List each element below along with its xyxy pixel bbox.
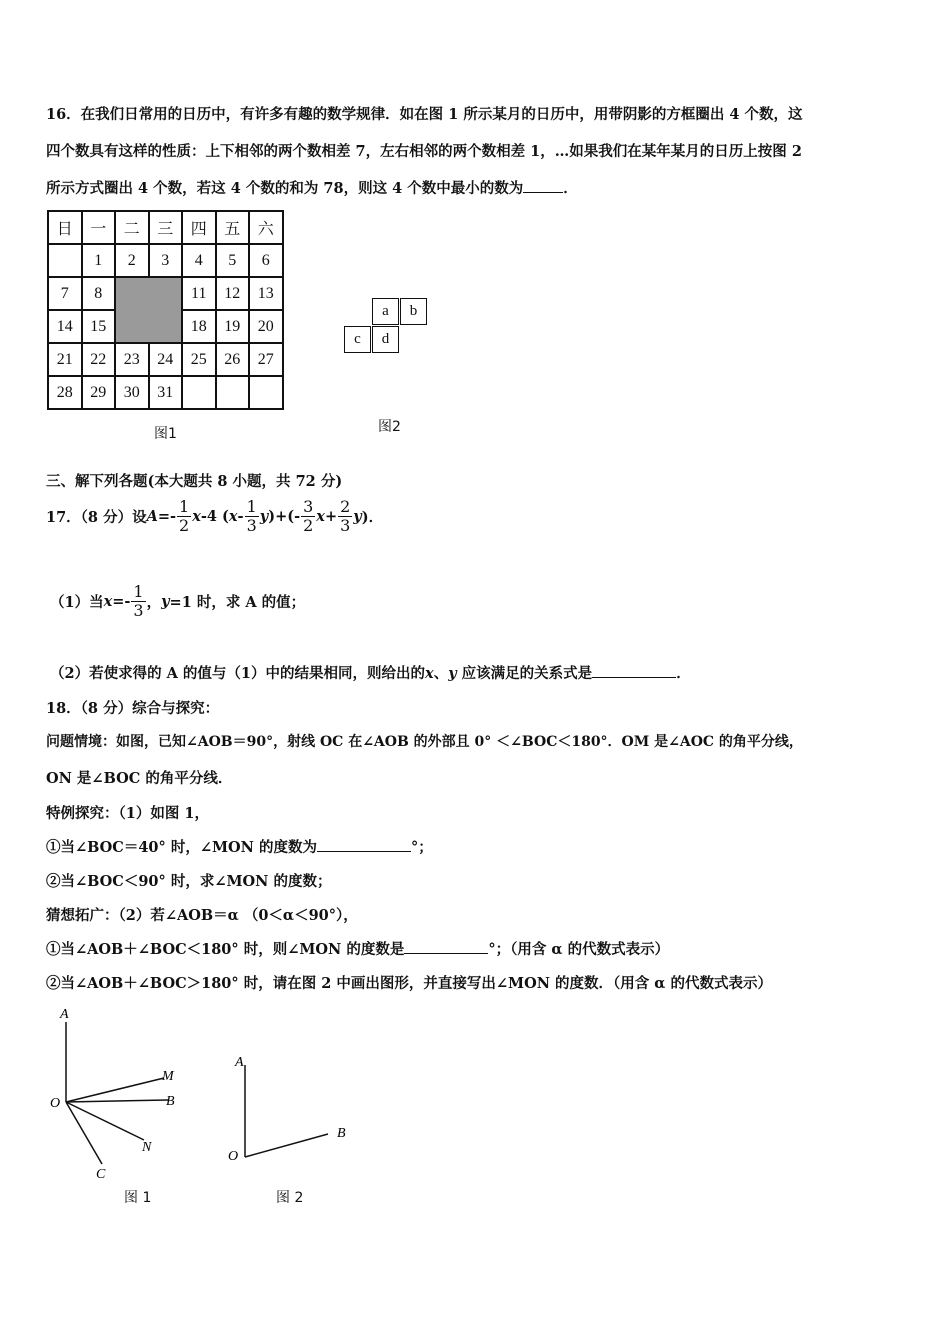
var-y: y	[353, 507, 362, 525]
q17-part1-text: （1）当	[50, 593, 104, 611]
q18-item1	[46, 836, 433, 857]
calendar-cell: 29	[82, 376, 116, 409]
calendar-cell: 30	[115, 376, 149, 409]
label-A: A	[60, 1007, 69, 1022]
answer-blank-18a[interactable]	[317, 839, 411, 852]
calendar-row	[48, 376, 283, 409]
calendar-row	[48, 244, 283, 277]
calendar-row	[48, 343, 283, 376]
grid-cell-c: c	[344, 326, 371, 353]
calendar-cell	[249, 376, 283, 409]
grid-cell-d: d	[372, 326, 399, 353]
fig2-caption: 图2	[378, 419, 401, 435]
q17-part2	[50, 662, 691, 683]
q18-conjecture: 猜想拓广：（2）若∠AOB＝α （0＜α＜90°），	[46, 907, 358, 924]
calendar-cell: 1	[82, 244, 116, 277]
q17-part2-text: （2）若使求得的 A 的值与（1）中的结果相同，则给出的	[50, 665, 426, 682]
calendar-cell: 14	[48, 310, 82, 343]
calendar-header-row	[48, 211, 283, 244]
calendar-cell: 28	[48, 376, 82, 409]
calendar-cell: 15	[82, 310, 116, 343]
fraction: $\frac{1}{3}$	[133, 581, 144, 620]
calendar-header: 二	[115, 211, 149, 244]
q17-part1	[50, 577, 305, 625]
q18-item4: ②当∠AOB＋∠BOC＞180° 时，请在图 2 中画出图形，并直接写出∠MON 的度数．（用含 α 的代数式表示）	[46, 975, 773, 992]
q17-prefix: 17．（8 分）设	[46, 508, 147, 526]
calendar-cell: 22	[82, 343, 116, 376]
q17-part2-text: 、	[433, 665, 449, 682]
q17-expression	[46, 492, 383, 540]
q16-line1: 16．在我们日常用的日历中，有许多有趣的数学规律．如在图 1 所示某月的日历中，用带阴影的方框圈出 4 个数，这	[46, 106, 803, 123]
q18-title: 18．（8 分）综合与探究：	[46, 700, 220, 717]
grid-cell-a: a	[372, 298, 399, 325]
calendar-cell: 23	[115, 343, 149, 376]
var-y: y	[259, 507, 269, 525]
var-x: x	[192, 507, 201, 525]
calendar-cell: 21	[48, 343, 82, 376]
calendar-header: 六	[249, 211, 283, 244]
calendar-cell: 13	[249, 277, 283, 310]
calendar-header: 三	[149, 211, 183, 244]
label-O: O	[228, 1149, 239, 1164]
q18-item3-end: °；（用含 α 的代数式表示）	[488, 941, 670, 958]
calendar-row	[48, 277, 283, 310]
fraction: $\frac{1}{2}$	[179, 496, 190, 535]
q16-line3-end: ．	[563, 180, 578, 197]
q17-part2-text: 应该满足的关系式是	[456, 665, 593, 682]
angle-fig1-caption: 图 1	[124, 1190, 152, 1206]
calendar-cell: 4	[182, 244, 216, 277]
angle-figure-2	[220, 1045, 370, 1175]
q18-item3	[46, 938, 669, 959]
calendar-cell: 5	[216, 244, 250, 277]
label-O: O	[50, 1096, 61, 1111]
q18-context-line2: ON 是∠BOC 的角平分线．	[46, 770, 233, 787]
calendar-header: 五	[216, 211, 250, 244]
calendar-cell: 18	[182, 310, 216, 343]
calendar-cell: 25	[182, 343, 216, 376]
ray-OB	[66, 1100, 168, 1102]
q18-item1-text: ①当∠BOC＝40° 时，∠MON 的度数为	[46, 839, 317, 856]
calendar-header: 日	[48, 211, 82, 244]
calendar-cell: 8	[82, 277, 116, 310]
angle-figure-1	[40, 1000, 220, 1210]
q17-part1-text: =-	[112, 592, 131, 610]
calendar-cell: 26	[216, 343, 250, 376]
var-x: x	[316, 507, 325, 525]
fig1-caption: 图1	[154, 426, 177, 442]
q17-part2-end: ．	[676, 665, 691, 682]
label-N: N	[142, 1140, 152, 1155]
calendar-cell: 24	[149, 343, 183, 376]
calendar-cell: 6	[249, 244, 283, 277]
q17-term: -4 (	[200, 507, 229, 525]
var-y: y	[161, 592, 170, 610]
calendar-cell: 2	[115, 244, 149, 277]
calendar-cell: 31	[149, 376, 183, 409]
fraction: $\frac{2}{3}$	[340, 496, 351, 535]
fraction: $\frac{1}{3}$	[246, 496, 257, 535]
answer-blank-16[interactable]	[523, 180, 563, 193]
label-B: B	[166, 1094, 175, 1109]
q17-term: +	[324, 507, 338, 525]
calendar-cell	[48, 244, 82, 277]
label-M: M	[162, 1069, 174, 1084]
q17-part1-text: ，	[146, 593, 162, 611]
grid-cell-b: b	[400, 298, 427, 325]
var-x: x	[103, 592, 113, 610]
var-A: A	[146, 507, 158, 525]
q16-line2: 四个数具有这样的性质：上下相邻的两个数相差 7，左右相邻的两个数相差 1，…如果我们在某年某月的日历上按图 2	[46, 143, 802, 160]
calendar-cell: 19	[216, 310, 250, 343]
q18-special-case: 特例探究：（1）如图 1，	[46, 805, 209, 822]
label-C: C	[96, 1167, 106, 1182]
fraction: $\frac{3}{2}$	[303, 496, 314, 535]
calendar-cell: 3	[149, 244, 183, 277]
angle-fig2-caption: 图 2	[276, 1190, 304, 1206]
q17-part1-text: =1 时，求 A 的值；	[169, 593, 306, 611]
q18-item3-text: ①当∠AOB＋∠BOC＜180° 时，则∠MON 的度数是	[46, 941, 405, 958]
calendar-header: 四	[182, 211, 216, 244]
q16-line3	[46, 177, 578, 198]
answer-blank-18b[interactable]	[404, 941, 488, 954]
calendar-cell	[182, 376, 216, 409]
calendar-header: 一	[82, 211, 116, 244]
label-B: B	[337, 1126, 346, 1141]
calendar-cell: 12	[216, 277, 250, 310]
ray-OB	[245, 1134, 328, 1157]
q18-item2: ②当∠BOC＜90° 时，求∠MON 的度数；	[46, 873, 332, 890]
answer-blank-17[interactable]	[592, 665, 676, 678]
calendar-cell	[216, 376, 250, 409]
q18-context-line1: 问题情境：如图，已知∠AOB＝90°，射线 OC 在∠AOB 的外部且 0° ＜∠BOC＜180°．OM 是∠AOC 的角平分线，	[46, 734, 803, 750]
section-title: 三、解下列各题(本大题共 8 小题，共 72 分)	[46, 473, 343, 490]
calendar-cell: 11	[182, 277, 216, 310]
shaded-box	[115, 277, 182, 343]
ray-OM	[66, 1078, 164, 1102]
calendar-cell: 20	[249, 310, 283, 343]
q17-term: -	[237, 507, 244, 525]
q16-line3-text: 所示方式圈出 4 个数，若这 4 个数的和为 78，则这 4 个数中最小的数为	[46, 180, 524, 197]
calendar-cell: 27	[249, 343, 283, 376]
q17-term: )+(-	[268, 507, 301, 525]
q17-term: )．	[361, 508, 384, 526]
calendar-table	[47, 210, 284, 410]
var-x: x	[228, 507, 238, 525]
var-y: y	[448, 665, 457, 682]
var-x: x	[425, 665, 434, 682]
q18-item1-end: °；	[410, 839, 433, 856]
calendar-cell: 7	[48, 277, 82, 310]
q17-eq: =-	[157, 507, 177, 525]
label-A: A	[235, 1055, 244, 1070]
